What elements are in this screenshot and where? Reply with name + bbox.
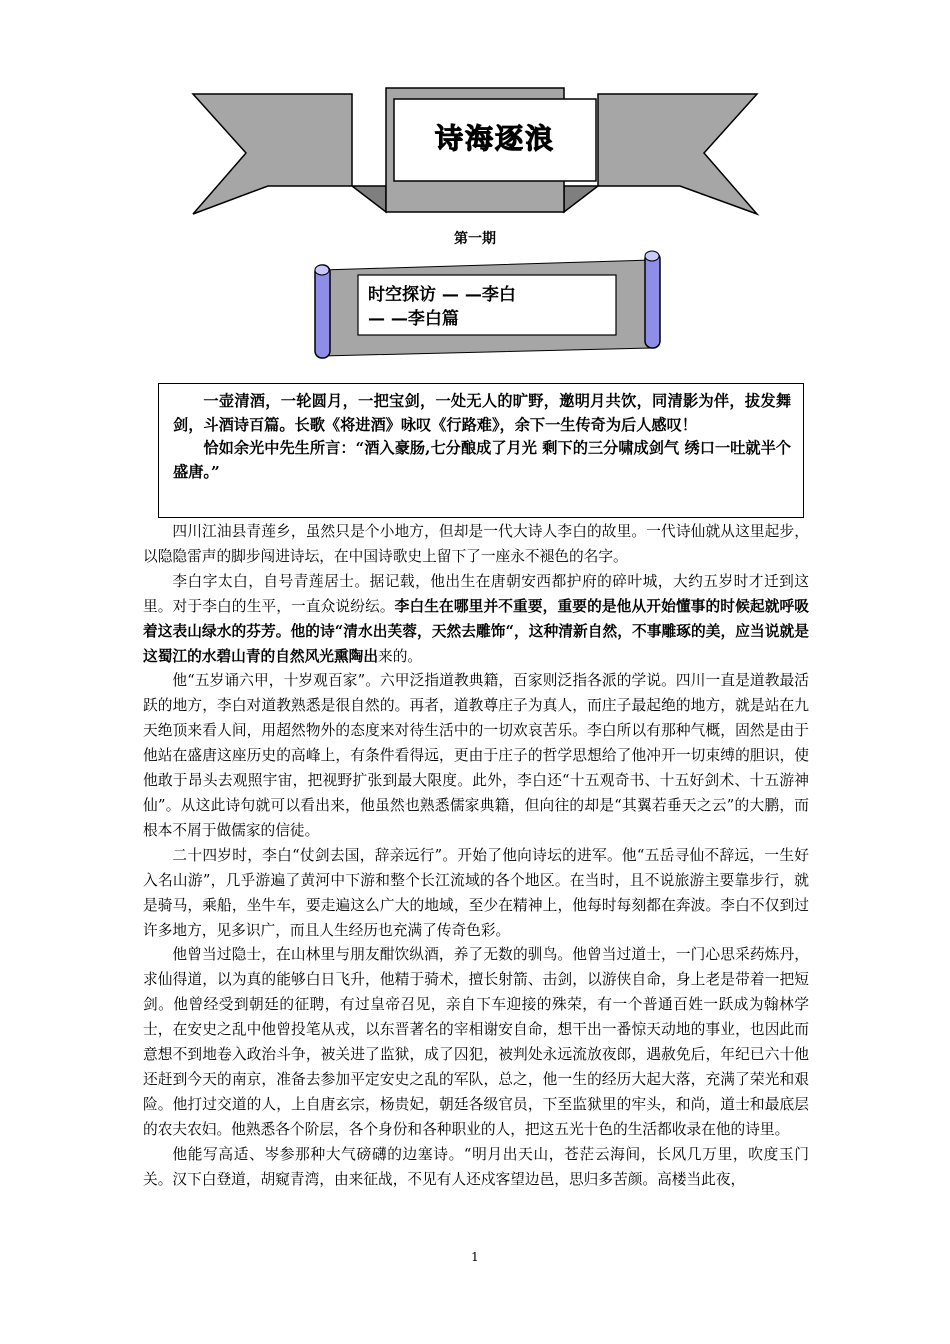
quote-paragraph-1: 一壶清酒，一轮圆月，一把宝剑，一处无人的旷野，邀明月共饮，同清影为伴，拔发舞剑，斗酒诗百篇。长歌《将进酒》咏叹《行路难》，余下一生传奇为后人感叹！ (173, 392, 791, 434)
body-paragraph-6: 他能写高适、岑参那种大气磅礴的边塞诗。“明月出天山，苍茫云海间，长风几万里，吹度玉门关。汉下白登道，胡窥青湾，由来征战，不见有人还戍客望边邑，思归多苦颜。高楼当此夜， (143, 1145, 809, 1188)
scroll-title-line2: — —李白篇 (368, 309, 459, 329)
quote-paragraph-2: 恰如余光中先生所言：“酒入豪肠,七分酿成了月光 剩下的三分啸成剑气 绣口一吐就半个盛唐。” (173, 439, 791, 481)
issue-label: 第一期 (454, 231, 496, 247)
intro-quote-box (158, 383, 804, 518)
body-paragraph-2-intro: 李白字太白，自号青莲居士。据记载，他出生在唐朝安西都护府的碎叶城，大约五岁时才迁到这里。对于李白的生平，一直众说纷纭。 (143, 572, 809, 615)
body-paragraph-1: 四川江油县青莲乡，虽然只是个小地方，但却是一代大诗人李白的故里。一代诗仙就从这里起步，以隐隐雷声的脚步闯进诗坛，在中国诗歌史上留下了一座永不褪色的名字。 (143, 523, 809, 565)
body-paragraph-4: 二十四岁时，李白“仗剑去国，辞亲远行”。开始了他向诗坛的进军。他“五岳寻仙不辞远，一生好入名山游”，几乎游遍了黄河中下游和整个长江流域的各个地区。在当时，且不说旅游主要靠步行，就是骑马，乘船，坐牛车，要走遍这么广大的地域，至少在精神上，他每时每刻都在奔波。李白不仅到过许多地方，见多识广，而且人生经历也充满了传奇色彩。 (143, 846, 809, 939)
article-body (143, 520, 809, 1192)
banner-title: 诗海逐浪 (434, 122, 555, 155)
body-paragraph-2-bold: 李白生在哪里并不重要，重要的是他从开始懂事的时候起就呼吸着这表山绿水的芬芳。他的诗“清水出芙蓉，天然去雕饰“，这种清新自然，不事雕琢的美，应当说就是这蜀江的水碧山青的自然风光熏陶出 (143, 597, 809, 665)
scroll-title (358, 275, 616, 335)
page-number: 1 (471, 1250, 479, 1264)
body-paragraph-2 (143, 570, 809, 670)
body-paragraph-5: 他曾当过隐士，在山林里与朋友酣饮纵酒，养了无数的驯鸟。他曾当过道士，一门心思采药炼丹，求仙得道，以为真的能够白日飞升，他精于骑术，擅长射箭、击剑，以游侠自命，身上老是带着一把短剑。他曾经受到朝廷的征聘，有过皇帝召见，亲自下车迎接的殊荣，有一个普通百姓一跃成为翰林学士，在安史之乱中他曾投笔从戎，以东晋著名的宰相谢安自命，想干出一番惊天动地的事业，也因此而意想不到地卷入政治斗争，被关进了监狱，成了囚犯，被判处永远流放夜郎，遇赦免后，年纪已六十他还赶到今天的南京，准备去参加平定安史之乱的军队，总之，他一生的经历大起大落，充满了荣光和艰险。他打过交道的人，上自唐玄宗，杨贵妃，朝廷各级官员，下至监狱里的牢头，和尚，道士和最底层的农夫农妇。他熟悉各个阶层，各个身份和各种职业的人，把这五光十色的生活都收录在他的诗里。 (143, 946, 809, 1138)
body-paragraph-2-end: 来的。 (378, 647, 423, 665)
body-paragraph-3: 他“五岁诵六甲，十岁观百家”。六甲泛指道教典籍，百家则泛指各派的学说。四川一直是道教最活跃的地方，李白对道教熟悉是很自然的。再者，道教尊庄子为真人，而庄子最起绝的地方，就是站在九天绝顶来看人间，用超然物外的态度来对待生活中的一切欢哀苦乐。李白所以有那种气概，固然是由于他站在盛唐这座历史的高峰上，有条件看得远，更由于庄子的哲学思想给了他冲开一切束缚的胆识，使他敢于昂头去观照宇宙，把视野扩张到最大限度。此外，李白还“十五观奇书、十五好剑术、十五游神仙”。从这此诗句就可以看出来，他虽然也熟悉儒家典籍，但向往的却是“其翼若垂天之云”的大鹏，而根本不屑于做儒家的信徒。 (143, 672, 809, 839)
scroll-title-line1: 时空探访 — —李白 (368, 285, 516, 305)
